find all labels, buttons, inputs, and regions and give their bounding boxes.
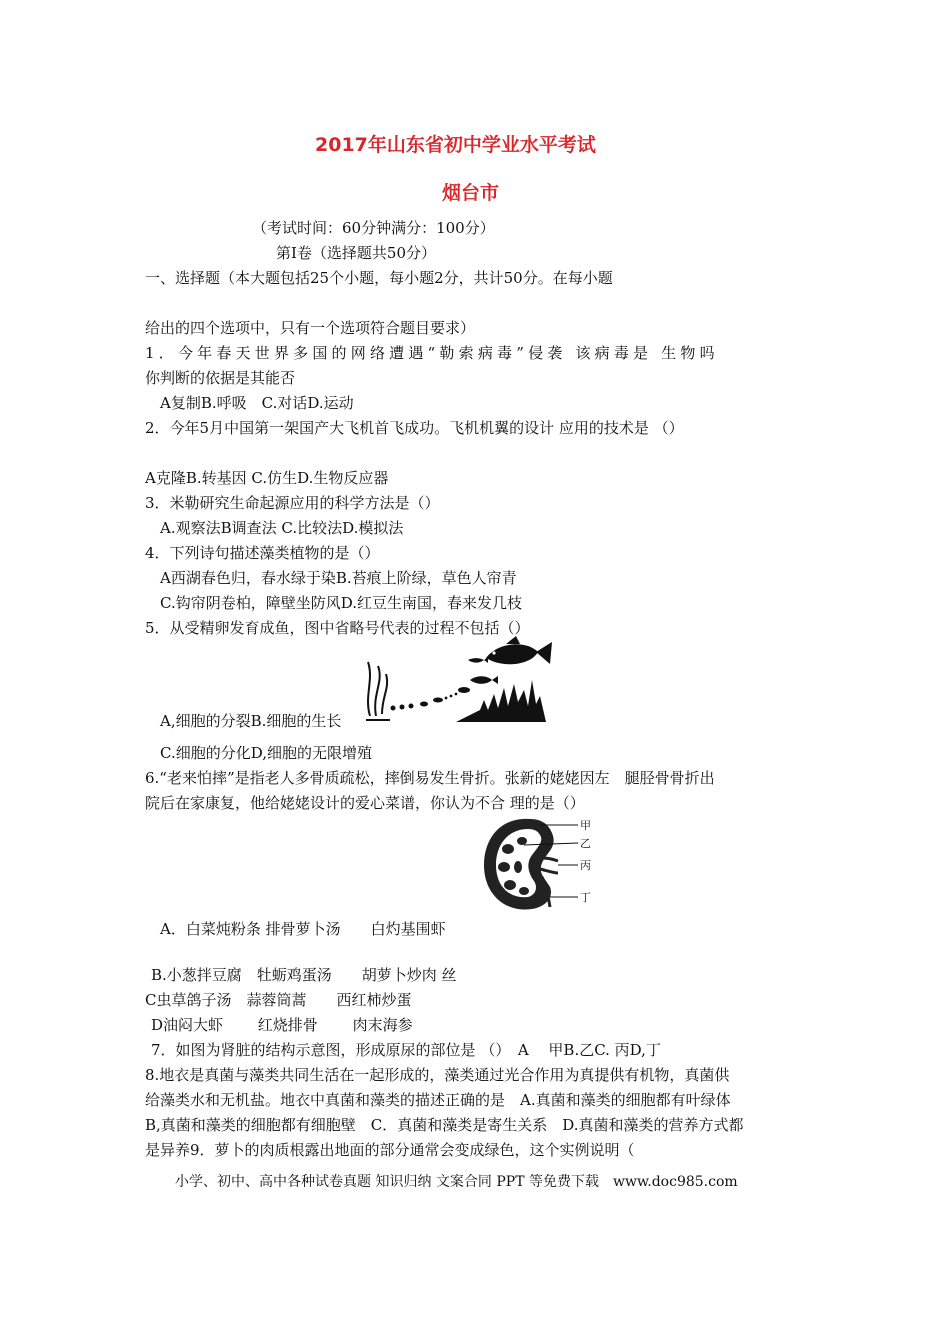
embryo-stages-icon bbox=[391, 687, 471, 711]
kidney-label-jia: 甲 bbox=[580, 819, 591, 832]
water-plants-icon bbox=[456, 680, 546, 722]
question-8-line3: B,真菌和藻类的细胞都有细胞壁 C．真菌和藻类是寄生关系 D.真菌和藻类的营养方式都 bbox=[145, 1116, 744, 1134]
page-title: 2017年山东省初中学业水平考试 bbox=[315, 134, 596, 156]
question-1-line1: 1．今年春天世界多国的网络遭遇“勒索病毒”侵袭 该病毒是 生物吗 bbox=[145, 344, 719, 362]
question-6-option-a: A．白菜炖粉条 排骨萝卜汤 白灼基围虾 bbox=[160, 920, 446, 938]
question-6-line2: 院后在家康复，他给姥姥设计的爱心菜谱，你认为不合 理的是（） bbox=[145, 794, 585, 812]
page-footer: 小学、初中、高中各种试卷真题 知识归纳 文案合同 PPT 等免费下载 www.doc985.com bbox=[175, 1174, 738, 1190]
question-3-options: A.观察法B调查法 C.比较法D.模拟法 bbox=[160, 519, 404, 537]
question-7-line1: 7．如图为肾脏的结构示意图，形成原尿的部位是 （） A 甲B.乙C. 丙D,丁 bbox=[151, 1041, 661, 1059]
adult-fish-icon bbox=[486, 636, 552, 664]
question-2-line1: 2．今年5月中国第一架国产大飞机首飞成功。飞机机翼的设计 应用的技术是 （） bbox=[145, 419, 684, 437]
question-5-line1: 5．从受精卵发育成鱼，图中省略号代表的过程不包括（） bbox=[145, 619, 530, 637]
question-4-options-ab: A西湖春色归，春水绿于染B.苔痕上阶绿，草色人帘青 bbox=[160, 569, 517, 587]
kidney-structure-figure bbox=[480, 815, 600, 915]
question-4-options-cd: C.钩帘阴卷柏，障壁坐防风D.红豆生南国，春来发几枝 bbox=[160, 594, 522, 612]
question-2-options: A克隆B.转基因 C.仿生D.生物反应器 bbox=[145, 469, 389, 487]
page-subtitle: 烟台市 bbox=[442, 182, 500, 204]
question-6-line1: 6.“老来怕摔”是指老人多骨质疏松，摔倒易发生骨折。张新的姥姥因左 腿胫骨骨折出 bbox=[145, 769, 715, 787]
question-4-line1: 4．下列诗句描述藻类植物的是（） bbox=[145, 544, 380, 562]
question-6-option-c: C虫草鸽子汤 蒜蓉筒蒿 西红柿炒蛋 bbox=[145, 991, 412, 1009]
question-1-options: A复制B.呼吸 C.对话D.运动 bbox=[160, 394, 354, 412]
kidney-icon bbox=[484, 819, 558, 910]
exam-info: （考试时间：60分钟满分：100分） bbox=[252, 219, 495, 237]
kidney-label-yi: 乙 bbox=[580, 837, 591, 850]
egg-cluster-icon bbox=[366, 662, 390, 720]
question-8-line2: 给藻类水和无机盐。地衣中真菌和藻类的描述正确的是 A.真菌和藻类的细胞都有叶绿体 bbox=[145, 1091, 731, 1109]
fish-development-figure bbox=[360, 636, 555, 722]
volume-heading: 第Ⅰ卷（选择题共50分） bbox=[276, 244, 437, 262]
section-heading-line2: 给出的四个选项中，只有一个选项符合题目要求） bbox=[145, 319, 476, 337]
question-3-line1: 3．米勒研究生命起源应用的科学方法是（） bbox=[145, 494, 440, 512]
question-8-line1: 8.地衣是真菌与藻类共同生活在一起形成的，藻类通过光合作用为真提供有机物，真菌供 bbox=[145, 1066, 730, 1084]
kidney-label-bing: 丙 bbox=[580, 859, 591, 872]
question-6-option-b: B.小葱拌豆腐 牡蛎鸡蛋汤 胡萝卜炒肉 丝 bbox=[151, 966, 457, 984]
question-6-option-d: D油闷大虾 红烧排骨 肉末海参 bbox=[151, 1016, 413, 1034]
question-8-line4: 是异养9．萝卜的肉质根露出地面的部分通常会变成绿色，这个实例说明（ bbox=[145, 1141, 635, 1159]
kidney-label-ding: 丁 bbox=[580, 891, 591, 904]
question-5-options-ab: A,细胞的分裂B.细胞的生长 bbox=[160, 712, 342, 730]
question-1-line2: 你判断的依据是其能否 bbox=[145, 369, 296, 387]
section-heading-line1: 一、选择题（本大题包括25个小题，每小题2分，共计50分。在每小题 bbox=[145, 269, 613, 287]
question-5-options-cd: C.细胞的分化D,细胞的无限增殖 bbox=[160, 744, 372, 762]
